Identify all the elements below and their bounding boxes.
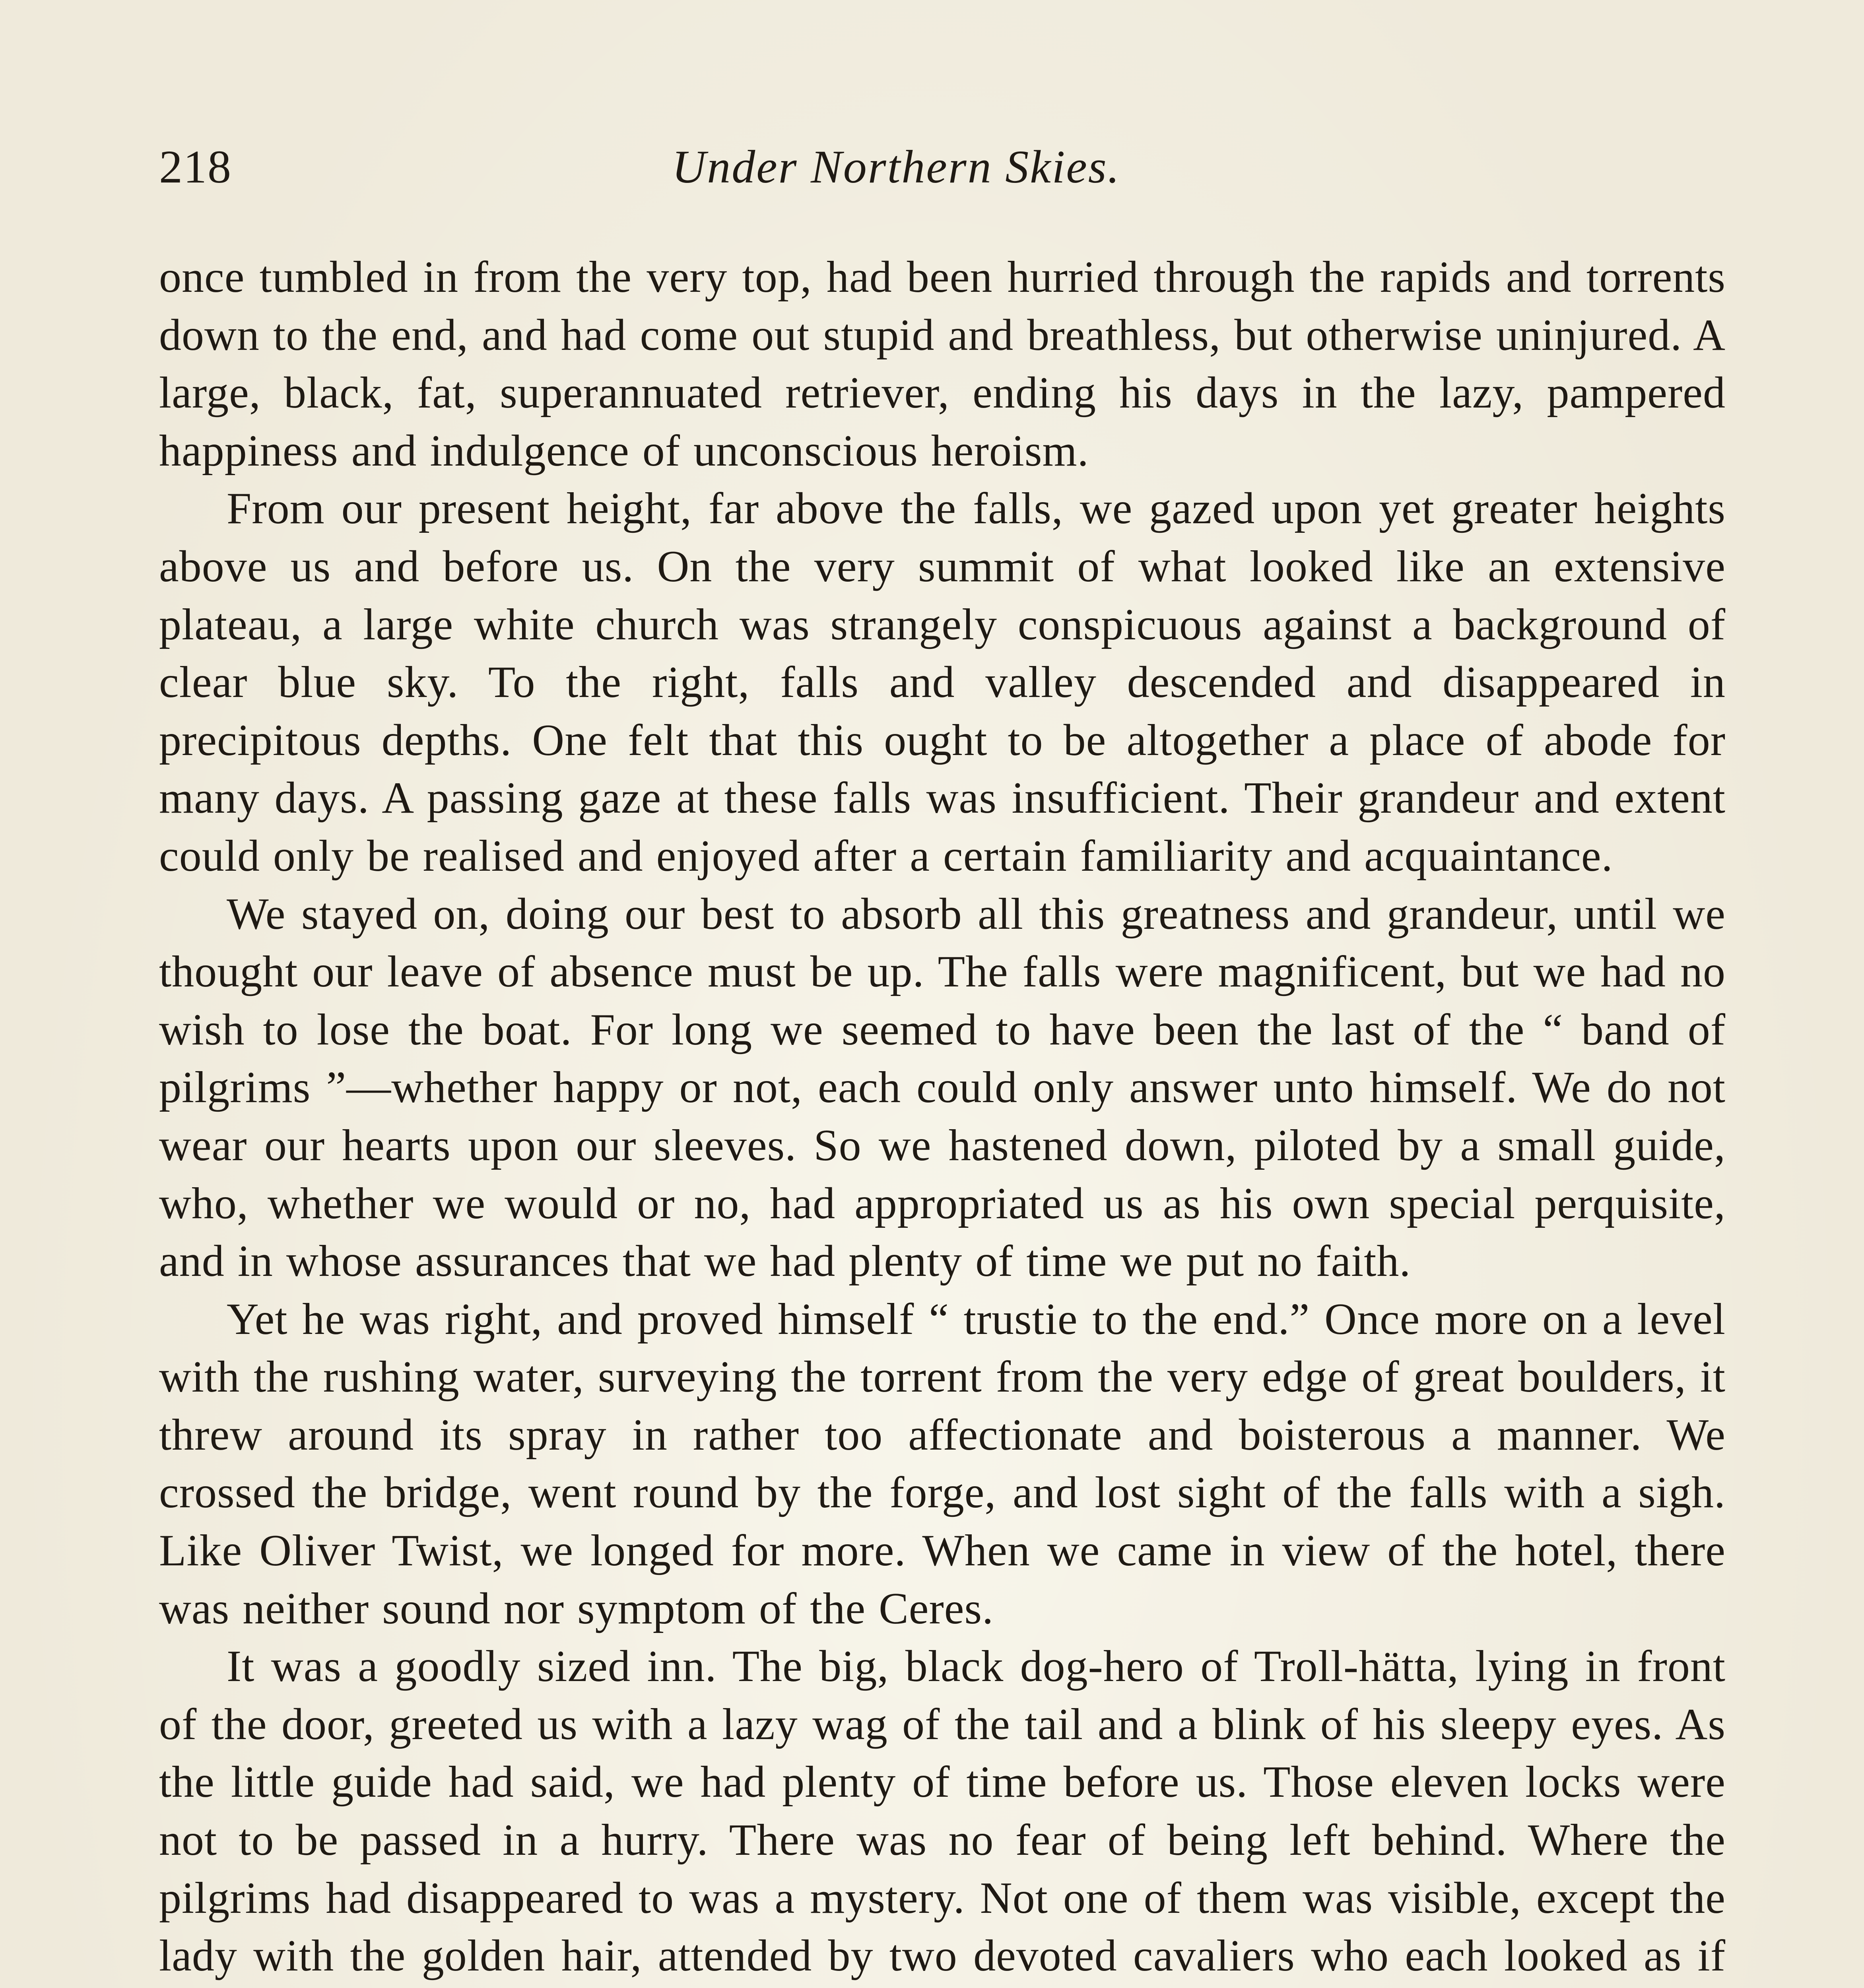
paragraph: It was a goodly sized inn. The big, black dog-hero of Troll-hätta, lying in front of the door, greeted us with a lazy wag of the tail and a blink of his sleepy eyes. As the little guide had said, we had plenty of time before us. Those eleven locks were not to be passed in a hurry. There was no fear of being left behind. Where the pilgrims had disappeared to was a mystery. Not one of them was visible, except the lady with the golden hair, attended by two devoted cavaliers who each looked as if: [159, 1642, 1726, 1981]
paragraph: We stayed on, doing our best to absorb all this greatness and grandeur, until we thought our leave of absence must be up. The falls were magnificent, but we had no wish to lose the boat. For long we seemed to have been the last of the “ band of pilgrims ”—whether happy or not, each could only answer unto himself. We do not wear our hearts upon our sleeves. So we hastened down, piloted by a small guide, who, whether we would or no, had appropriated us as his own special perquisite, and in whose assurances that we had plenty of time we put no faith.: [159, 889, 1726, 1286]
paragraph: Yet he was right, and proved himself “ trustie to the end.” Once more on a level with the rushing water, surveying the torrent from the very edge of great boulders, it threw around its spray in rather too affectionate and boisterous a manner. We crossed the bridge, went round by the forge, and lost sight of the falls with a sigh. Like Oliver Twist, we longed for more. When we came in view of the hotel, there was neither sound nor symptom of the Ceres.: [159, 1294, 1726, 1633]
body-text: [159, 248, 1726, 1988]
paragraph: From our present height, far above the falls, we gazed upon yet greater heights above us and before us. On the very summit of what looked like an extensive plateau, a large white church was strangely conspicuous against a background of clear blue sky. To the right, falls and valley descended and disappeared in precipitous depths. One felt that this ought to be altogether a place of abode for many days. A passing gaze at these falls was insufficient. Their grandeur and extent could only be realised and enjoyed after a certain familiarity and acquaintance.: [159, 484, 1726, 881]
running-head: [159, 135, 1272, 199]
page-number: 218: [159, 141, 232, 193]
running-title: Under Northern Skies.: [672, 141, 1121, 193]
paragraph-continued: once tumbled in from the very top, had been hurried through the rapids and torrents down to the end, and had come out stupid and breathless, but otherwise uninjured. A large, black, fat, superannuated retriever, ending his days in the lazy, pampered happiness and indulgence of unconscious heroism.: [159, 252, 1726, 476]
